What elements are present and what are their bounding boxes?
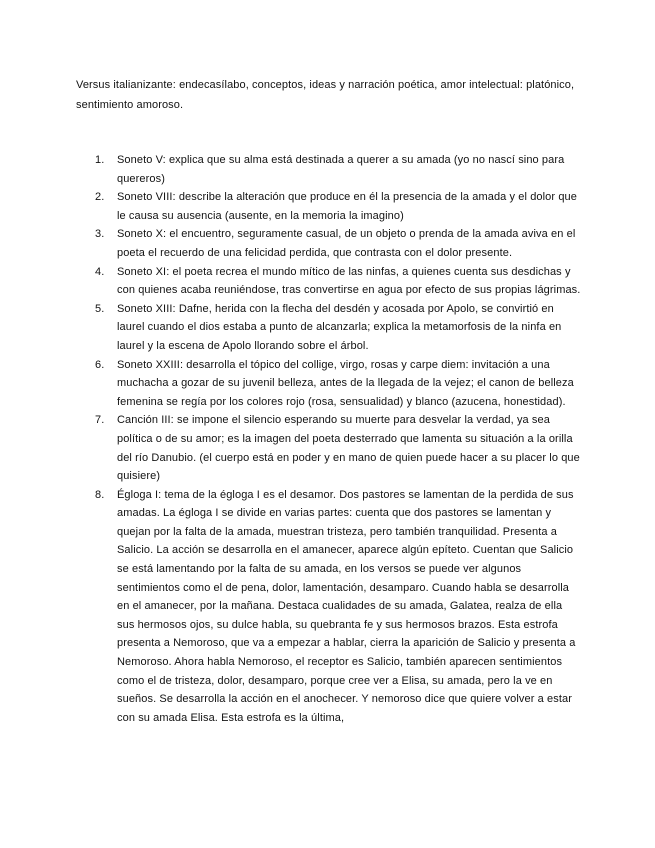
list-item-number: 8. <box>95 488 105 501</box>
list-item-number: 1. <box>95 154 105 166</box>
list-item-number: 5. <box>95 302 105 315</box>
list-item-text: Soneto XIII: Dafne, herida con la flecha del desdén y acosada por Apolo, se convirtió en laurel cuando el dios estaba a punto de alcanzarla; explica la metamorfosis de la ninfa en laurel y la escena de Apolo llorando sobre el árbol. <box>117 302 562 352</box>
intro-paragraph: Versus italianizante: endecasílabo, conceptos, ideas y narración poética, amor intelectual: platónico, sentimiento amoroso. <box>76 79 575 111</box>
list-item <box>95 188 581 225</box>
list-item-text: Égloga I: tema de la égloga I es el desamor. Dos pastores se lamentan de la perdida de sus amadas. La égloga I se divide en varias partes: cuenta que dos pastores se lamentan y quejan por la falta de la amada, muestran tristeza, pero también tranquilidad. Presenta a Salicio. La acción se desarrolla en el amanecer, aparece algún epíteto. Cuentan que Salicio se está lamentando por la falta de su amada, en los versos se puede ver algunos sentimientos como el de pena, dolor, lamentación, desamparo. Cuando habla se desarrolla en el amanecer, por la mañana. Destaca cualidades de su amada, Galatea, realza de ella sus hermosos ojos, su dulce habla, su quebranta fe y sus hermosos brazos. Esta estrofa presenta a Nemoroso, que va a empezar a hablar, cierra la aparición de Salicio y presenta a Nemoroso. Ahora habla Nemoroso, el receptor es Salicio, también aparecen sentimientos como el de tristeza, dolor, desamparo, porque cree ver a Elisa, su amada, pero la ve en sueños. Se desarrolla la acción en el anochecer. Y nemoroso dice que quiere volver a estar con su amada Elisa. Esta estrofa es la última, <box>117 488 576 724</box>
list-item-text: Soneto VIII: describe la alteración que produce en él la presencia de la amada y el dolor que le causa su ausencia (ausente, en la memoria la imagino) <box>117 191 577 222</box>
list-item <box>95 151 581 188</box>
list-item <box>95 356 581 412</box>
list-item-number: 7. <box>95 414 105 427</box>
list-item <box>95 411 581 485</box>
list-item-number: 6. <box>95 358 105 371</box>
list-item <box>95 263 581 300</box>
list-item-text: Canción III: se impone el silencio esperando su muerte para desvelar la verdad, ya sea política o de su amor; es la imagen del poeta desterrado que lamenta su situación a la orilla del río Danubio. (el cuerpo está en poder y en mano de quien puede hacer a su placer lo que quisiere) <box>117 414 580 483</box>
list-item-text: Soneto XI: el poeta recrea el mundo mítico de las ninfas, a quienes cuenta sus desdichas y con quienes acaba reuniéndose, tras convertirse en agua por efecto de sus propias lágrimas. <box>117 265 581 297</box>
list-item <box>95 300 581 356</box>
list-item-text: Soneto XXIII: desarrolla el tópico del collige, virgo, rosas y carpe diem: invitación a una muchacha a gozar de su juvenil belleza, antes de la llegada de la vejez; el canon de belleza femenina se regía por los colores rojo (rosa, sensualidad) y blanco (azucena, honestidad). <box>117 358 574 408</box>
list-item-number: 3. <box>95 228 105 241</box>
list-item-text: Soneto V: explica que su alma está destinada a querer a su amada (yo no nascí sino para quereros) <box>117 154 565 185</box>
list-item-text: Soneto X: el encuentro, seguramente casual, de un objeto o prenda de la amada aviva en el poeta el recuerdo de una felicidad perdida, que contrasta con el dolor presente. <box>117 228 576 259</box>
list-item-number: 4. <box>95 265 105 278</box>
list-item <box>95 486 581 728</box>
list-item-number: 2. <box>95 191 105 204</box>
numbered-list <box>95 151 581 727</box>
list-item <box>95 225 581 262</box>
